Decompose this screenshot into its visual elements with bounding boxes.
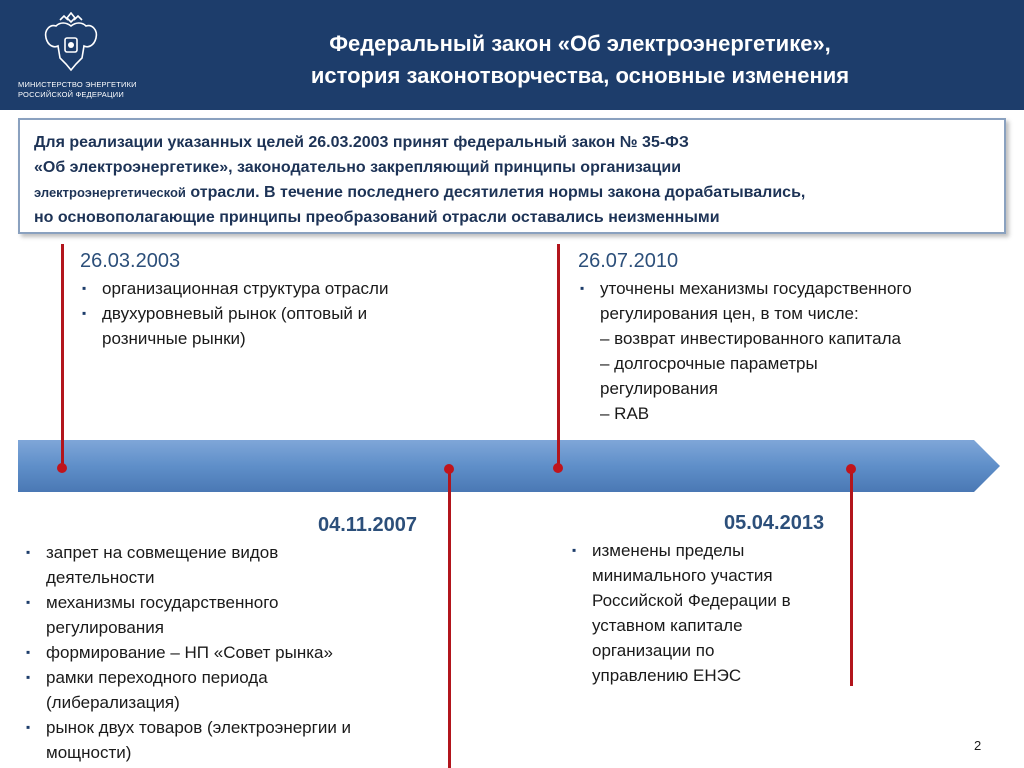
marker-dot-2007 — [444, 464, 454, 474]
marker-dot-2003 — [57, 463, 67, 473]
marker-line-2003 — [61, 244, 64, 468]
list-item-line: регулирования — [46, 618, 164, 637]
list-item-line: ▪ формирование – НП «Совет рынка» — [46, 643, 333, 662]
event-date-2013: 05.04.2013 — [724, 512, 825, 534]
slide-title — [220, 28, 940, 92]
list-item — [26, 715, 436, 765]
list-item-line: ▪ уточнены механизмы государственного — [600, 279, 912, 298]
marker-line-2010 — [557, 244, 560, 468]
list-item-line: деятельности — [46, 568, 155, 587]
intro-line-3 — [34, 180, 990, 205]
event-items-2010 — [580, 276, 1000, 426]
event-date-2003: 26.03.2003 — [80, 250, 181, 272]
list-item — [26, 590, 436, 640]
event-date-2007: 04.11.2007 — [318, 514, 417, 536]
list-item-line: ▪ двухуровневый рынок (оптовый и — [102, 304, 368, 323]
list-item: ▪ организационная структура отрасли — [82, 276, 462, 301]
list-item — [26, 640, 436, 665]
list-item-line: – возврат инвестированного капитала — [600, 329, 901, 348]
marker-dot-2010 — [553, 463, 563, 473]
marker-line-2007 — [448, 470, 451, 768]
title-line-2: история законотворчества, основные изменения — [310, 63, 850, 88]
list-item-line: уставном капитале — [592, 616, 743, 635]
list-item-line: ▪ рамки переходного периода — [46, 668, 268, 687]
ministry-line-2: РОССИЙСКОЙ ФЕДЕРАЦИИ — [18, 90, 124, 99]
list-item-line: (либерализация) — [46, 693, 180, 712]
event-items-2007 — [26, 540, 436, 765]
intro-line-4: но основополагающие принципы преобразований отрасли оставались неизменными — [34, 209, 720, 226]
marker-line-2013 — [850, 470, 853, 686]
intro-line-3-start: электроэнергетической — [34, 185, 186, 200]
list-item-line: ▪ изменены пределы — [592, 541, 745, 560]
ministry-caption — [18, 80, 158, 100]
title-line-1: Федеральный закон «Об электроэнергетике», — [329, 31, 831, 56]
list-item-line: ▪ запрет на совмещение видов — [46, 543, 279, 562]
intro-box — [18, 118, 1006, 234]
list-item-line: организации по — [592, 641, 715, 660]
event-date-2010: 26.07.2010 — [578, 250, 679, 272]
intro-line-2: «Об электроэнергетике», законодательно закрепляющий принципы организации — [34, 159, 682, 176]
list-item — [580, 276, 1000, 426]
list-item-line: регулирования цен, в том числе: — [600, 304, 859, 323]
list-item-line: – долгосрочные параметры — [600, 354, 818, 373]
list-item — [572, 538, 842, 688]
list-item-line: регулирования — [600, 379, 718, 398]
list-item-line: мощности) — [46, 743, 132, 762]
list-item-line: минимального участия — [592, 566, 773, 585]
list-item-line: ▪ механизмы государственного — [46, 593, 279, 612]
list-item-line: управлению ЕНЭС — [592, 666, 742, 685]
page-number: 2 — [974, 738, 982, 753]
slide-header — [0, 0, 1024, 110]
list-item-line: Российской Федерации в — [592, 591, 791, 610]
list-item — [26, 665, 436, 715]
intro-line-3-rest: отрасли. В течение последнего десятилетия нормы закона дорабатывались, — [185, 184, 806, 201]
list-item — [26, 540, 436, 590]
list-item-line: розничные рынки) — [102, 329, 246, 348]
event-items-2003 — [82, 276, 462, 351]
double-headed-eagle-icon — [38, 12, 104, 78]
marker-dot-2013 — [846, 464, 856, 474]
intro-line-1: Для реализации указанных целей 26.03.2003 принят федеральный закон № 35-ФЗ — [34, 134, 689, 151]
list-item-line: ▪ рынок двух товаров (электроэнергии и — [46, 718, 352, 737]
ministry-line-1: МИНИСТЕРСТВО ЭНЕРГЕТИКИ — [18, 80, 137, 89]
list-item — [82, 301, 462, 351]
list-item-line: – RAB — [600, 404, 650, 423]
event-items-2013 — [572, 538, 842, 688]
